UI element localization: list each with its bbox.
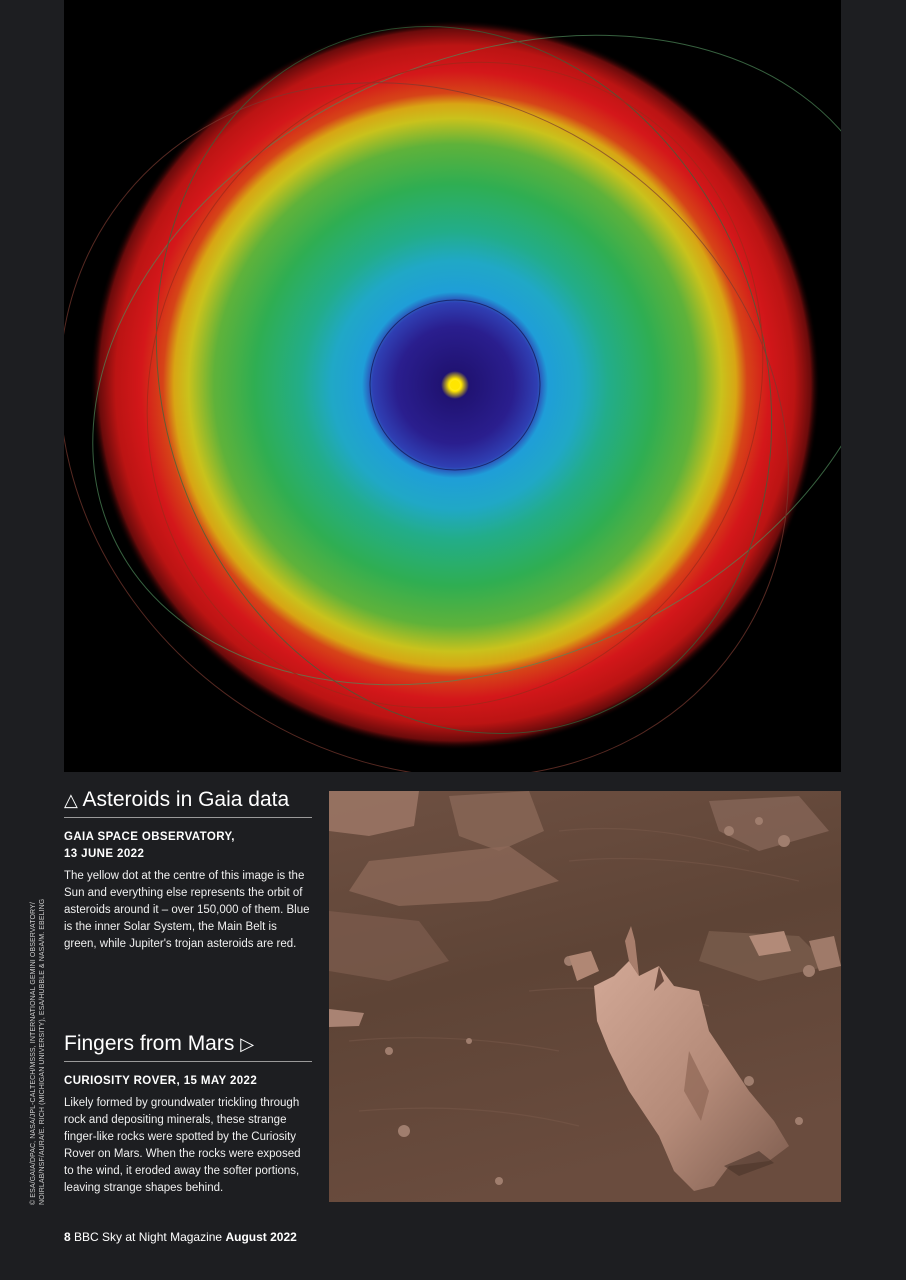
photo-credit-line1: © ESA/GAIA/DPAC, NASA/JPL-CALTECH/MSSS, INTERNATIONAL GEMINI OBSERVATORY/ <box>30 902 37 1205</box>
article-mars-title-text: Fingers from Mars <box>64 1032 235 1055</box>
article-gaia-kicker-line1: GAIA SPACE OBSERVATORY, <box>64 831 235 843</box>
mars-finger-rocks-image <box>329 791 841 1202</box>
page-footer <box>64 1229 297 1245</box>
article-mars <box>64 1031 312 1197</box>
photo-credit-line2: NOIRLAB/NSF/AURA/E. RICH (MICHIGAN UNIVERSITY), ESA/HUBBLE & NASA/M. EBELING <box>39 898 46 1205</box>
publication-name: BBC Sky at Night Magazine <box>74 1230 223 1244</box>
article-gaia-kicker-line2: 13 JUNE 2022 <box>64 848 145 860</box>
article-gaia-body: The yellow dot at the centre of this image is the Sun and everything else represents the orbit of asteroids around it – over 150,000 of them. Blue is the inner Solar System, the Main Belt is green, while Jupiter's trojan asteroids are red. <box>64 870 310 950</box>
triangle-up-icon: △ <box>64 790 78 810</box>
article-mars-title <box>64 1031 312 1062</box>
mars-terrain <box>329 791 841 1202</box>
article-mars-body: Likely formed by groundwater trickling through rock and depositing minerals, these strange finger-like rocks were spotted by the Curiosity Rover on Mars. When the rocks were exposed to the wind, it eroded away the softer portions, leaving strange shapes behind. <box>64 1097 301 1194</box>
article-mars-kicker: CURIOSITY ROVER, 15 MAY 2022 <box>64 1075 258 1087</box>
photo-credit <box>29 895 47 1205</box>
article-gaia-title-text: Asteroids in Gaia data <box>82 788 290 811</box>
article-gaia-title <box>64 787 312 818</box>
article-gaia-kicker <box>64 829 312 863</box>
article-gaia <box>64 787 312 953</box>
issue-date: August 2022 <box>225 1230 297 1244</box>
asteroid-orbit-plot <box>64 0 841 772</box>
triangle-right-icon: ▷ <box>240 1034 255 1054</box>
page-number: 8 <box>64 1230 71 1244</box>
gaia-asteroid-orbits-image <box>64 0 841 772</box>
sun-dot <box>450 380 460 390</box>
